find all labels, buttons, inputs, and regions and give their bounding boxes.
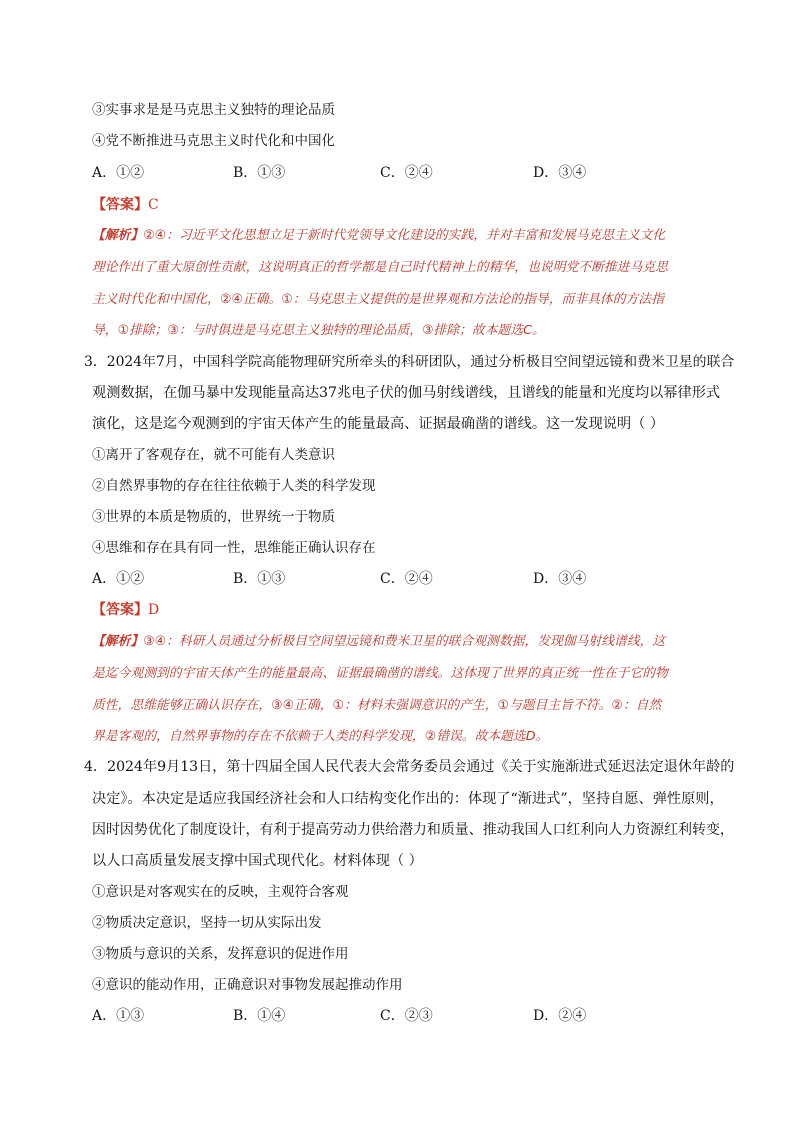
q3-answer-tag: 【答案】 [92, 602, 148, 618]
q3-analysis-line-2: 是迄今观测到的宇宙天体产生的能量最高、证据最确凿的谱线。这体现了世界的真正统一性在于它的物 [92, 666, 668, 681]
q3-stem-line-2: 观测数据，在伽马暴中发现能量高达37兆电子伏的伽马射线谱线，且谱线的能量和光度均以幂律形式 [92, 385, 721, 401]
q2-analysis-line-3: 主义时代化和中国化，②④正确。①：马克思主义提供的是世界观和方法论的指导，而非具体的方法指 [92, 292, 664, 307]
q4-item-3: ③物质与意识的关系，发挥意识的促进作用 [92, 946, 349, 962]
q4-option-c: C．②③ [380, 1008, 433, 1024]
q4-option-a: A．①③ [92, 1008, 145, 1024]
q2-item-4: ④党不断推进马克思主义时代化和中国化 [92, 133, 335, 149]
q2-answer-tag: 【答案】 [92, 197, 148, 213]
q3-stem-line-3: 演化，这是迄今观测到的宇宙天体产生的能量最高、证据最确凿的谱线。这一发现说明（ ） [92, 416, 665, 432]
q2-analysis-tag: 【解析】 [92, 228, 144, 243]
q3-stem-line-1: 3．2024年7月，中国科学院高能物理研究所牵头的科研团队，通过分析极目空间望远镜和费米卫星的联合 [84, 354, 735, 370]
q2-option-a: A．①② [92, 165, 145, 181]
q4-stem-line-2: 决定》。本决定是适应我国经济社会和人口结构变化作出的：体现了“渐进式”，坚持自愿、弹性原则， [92, 791, 724, 807]
q3-analysis-line-1 [92, 632, 665, 652]
q4-item-2: ②物质决定意识，坚持一切从实际出发 [92, 915, 322, 931]
q3-item-2: ②自然界事物的存在往往依赖于人类的科学发现 [92, 478, 376, 494]
q4-item-4: ④意识的能动作用，正确意识对事物发展起推动作用 [92, 977, 403, 993]
q4-options [92, 1006, 712, 1026]
q3-answer [92, 600, 159, 620]
q4-item-1: ①意识是对客观实在的反映，主观符合客观 [92, 884, 349, 900]
q4-stem-line-4: 以人口高质量发展支撑中国式现代化。材料体现（ ） [92, 853, 423, 869]
q2-option-b: B．①③ [233, 165, 286, 181]
q2-option-c: C．②④ [380, 165, 433, 181]
q2-item-3: ③实事求是是马克思主义独特的理论品质 [92, 102, 335, 118]
q4-option-b: B．①④ [233, 1008, 286, 1024]
q3-option-b: B．①③ [233, 571, 286, 587]
q2-analysis-line-1 [92, 226, 665, 246]
q3-options [92, 569, 712, 589]
q2-analysis-line-4: 导，①排除；③：与时俱进是马克思主义独特的理论品质，③排除；故本题选C。 [92, 323, 545, 338]
q3-option-d: D．③④ [533, 571, 587, 587]
q3-analysis-line-4: 界是客观的，自然界事物的存在不依赖于人类的科学发现，②错误。故本题选D。 [92, 729, 549, 744]
q3-item-4: ④思维和存在具有同一性，思维能正确认识存在 [92, 540, 376, 556]
q4-stem-line-1: 4．2024年9月13日，第十四届全国人民代表大会常务委员会通过《关于实施渐进式延迟法定退休年龄的 [84, 759, 735, 775]
q2-option-d: D．③④ [533, 165, 587, 181]
q2-answer [92, 195, 159, 215]
q3-option-a: A．①② [92, 571, 145, 587]
q2-analysis-line-2: 理论作出了重大原创性贡献，这说明真正的哲学都是自己时代精神上的精华，也说明党不断推进马克思 [92, 260, 668, 275]
q3-analysis-text-1: ③④：科研人员通过分析极目空间望远镜和费米卫星的联合观测数据，发现伽马射线谱线，这 [143, 634, 666, 649]
q3-item-3: ③世界的本质是物质的，世界统一于物质 [92, 509, 335, 525]
q3-option-c: C．②④ [380, 571, 433, 587]
q4-stem-line-3: 因时因势优化了制度设计，有利于提高劳动力供给潜力和质量、推动我国人口红利向人力资源红利转变， [92, 822, 734, 838]
q3-analysis-line-3: 质性，思维能够正确认识存在，③④正确，①：材料未强调意识的产生，①与题目主旨不符。②：自然 [92, 698, 662, 713]
q3-answer-value: D [148, 602, 160, 618]
q2-analysis-text-1: ②④：习近平文化思想立足于新时代党领导文化建设的实践，并对丰富和发展马克思主义文化 [143, 228, 666, 243]
q2-answer-value: C [148, 197, 159, 213]
q3-item-1: ①离开了客观存在，就不可能有人类意识 [92, 447, 335, 463]
q3-analysis-tag: 【解析】 [92, 634, 144, 649]
q2-options [92, 163, 712, 183]
q4-option-d: D．②④ [533, 1008, 587, 1024]
